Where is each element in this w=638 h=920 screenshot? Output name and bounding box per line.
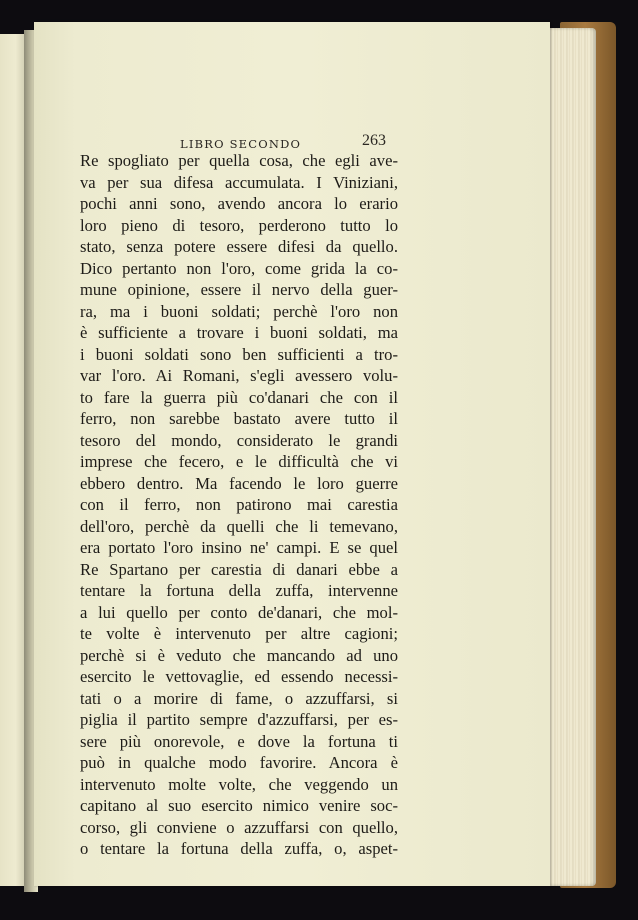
text-line: Re Spartano per carestia di danari ebbe a xyxy=(80,559,398,579)
text-line: ra, ma i buoni soldati; perchè l'oro non xyxy=(80,301,398,321)
text-line: Dico pertanto non l'oro, come grida la co- xyxy=(80,258,398,278)
text-line: sere più onorevole, e dove la fortuna ti xyxy=(80,731,398,751)
body-text xyxy=(80,150,398,860)
text-line: intervenuto molte volte, che veggendo un xyxy=(80,774,398,794)
text-line: corso, gli conviene o azzuffarsi con quello, xyxy=(80,817,398,837)
text-line: ebbero dentro. Ma facendo le loro guerre xyxy=(80,473,398,493)
text-line: va per sua difesa accumulata. I Viniziani, xyxy=(80,172,398,192)
text-line: con il ferro, non patirono mai carestia xyxy=(80,495,398,514)
text-line: imprese che fecero, e le difficultà che vi xyxy=(80,452,398,471)
text-line: to fare la guerra più co'danari che con il xyxy=(80,387,398,407)
text-line: dell'oro, perchè da quelli che li temevano, xyxy=(80,516,398,536)
text-line: te volte è intervenuto per altre cagioni; xyxy=(80,624,398,643)
facing-page xyxy=(0,34,27,886)
text-line: loro pieno di tesoro, perderono tutto lo xyxy=(80,215,398,235)
text-line: o tentare la fortuna della zuffa, o, aspet- xyxy=(80,839,398,858)
text-line: perchè si è veduto che mancando ad uno xyxy=(80,645,398,665)
text-line: piglia il partito sempre d'azzuffarsi, per es- xyxy=(80,710,398,729)
text-line: var l'oro. Ai Romani, s'egli avessero volu- xyxy=(80,366,398,385)
text-line: i buoni soldati sono ben sufficienti a tro- xyxy=(80,344,398,364)
text-line: esercito le vettovaglie, ed essendo necessi- xyxy=(80,667,398,686)
text-line: stato, senza potere essere difesi da quello. xyxy=(80,237,398,256)
text-line: Re spogliato per quella cosa, che egli ave- xyxy=(80,151,398,170)
text-line: ferro, non sarebbe bastato avere tutto il xyxy=(80,409,398,428)
text-line: è sufficiente a trovare i buoni soldati, ma xyxy=(80,323,398,342)
text-line: tentare la fortuna della zuffa, intervenne xyxy=(80,581,398,600)
text-line: capitano al suo esercito nimico venire soc- xyxy=(80,796,398,815)
page-number: 263 xyxy=(362,132,386,149)
text-line: può in qualche modo favorire. Ancora è xyxy=(80,753,398,772)
text-line: a lui quello per conto de'danari, che mol- xyxy=(80,602,398,622)
text-line: tesoro del mondo, considerato le grandi xyxy=(80,430,398,450)
text-line: mune opinione, essere il nervo della guer- xyxy=(80,280,398,299)
text-line: tati o a morire di fame, o azzuffarsi, si xyxy=(80,688,398,708)
running-head-title: LIBRO SECONDO xyxy=(180,137,302,151)
text-line: era portato l'oro insino ne' campi. E se quel xyxy=(80,538,398,557)
text-line: pochi anni sono, avendo ancora lo erario xyxy=(80,194,398,213)
